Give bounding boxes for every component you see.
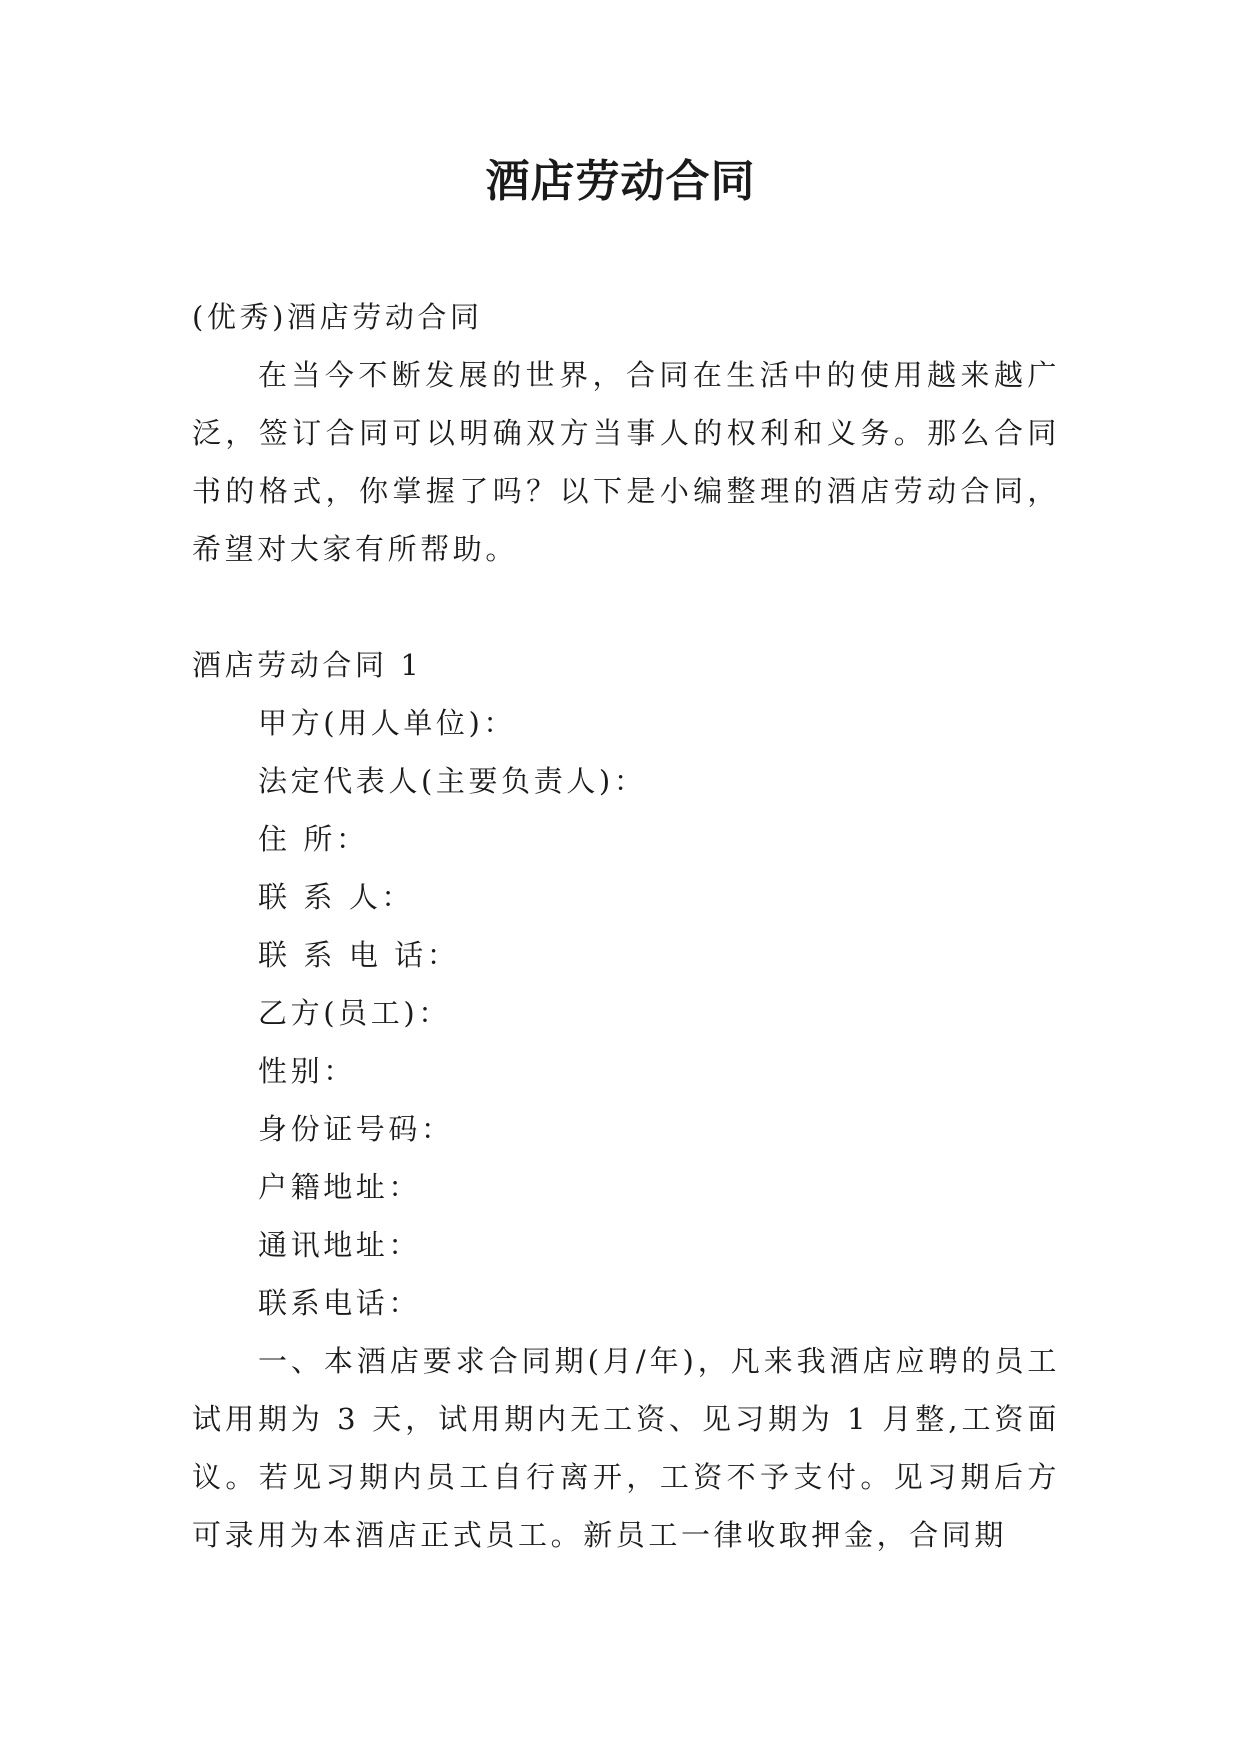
document-title: 酒店劳动合同	[485, 156, 756, 207]
field-party-a: 甲方(用人单位)：	[258, 706, 517, 740]
field-party-b: 乙方(员工)：	[258, 996, 451, 1030]
field-household-address: 户籍地址：	[258, 1170, 422, 1204]
document-subtitle: (优秀)酒店劳动合同	[192, 300, 483, 334]
clause-1-paragraph: 一、本酒店要求合同期(月/年)，凡来我酒店应聘的员工试用期为 3 天，试用期内无工资、见习期为 1 月整,工资面议。若见习期内员工自行离开，工资不予支付。见习期后方可录用为本酒店正式员工。新员工一律收取押金，合同期	[192, 1344, 1060, 1552]
document-body	[192, 288, 1060, 1564]
field-legal-representative: 法定代表人(主要负责人)：	[258, 764, 647, 798]
field-gender: 性别：	[258, 1054, 356, 1088]
intro-paragraph: 在当今不断发展的世界，合同在生活中的使用越来越广泛，签订合同可以明确双方当事人的权利和义务。那么合同书的格式，你掌握了吗？以下是小编整理的酒店劳动合同，希望对大家有所帮助。	[192, 358, 1060, 566]
field-phone: 联系电话：	[258, 1286, 422, 1320]
section-heading: 酒店劳动合同 1	[192, 648, 423, 682]
field-id-number: 身份证号码：	[258, 1112, 454, 1146]
field-mailing-address: 通讯地址：	[258, 1228, 422, 1262]
field-address: 住 所：	[258, 822, 369, 856]
field-contact-phone: 联 系 电 话：	[258, 938, 460, 972]
field-contact-person: 联 系 人：	[258, 880, 415, 914]
